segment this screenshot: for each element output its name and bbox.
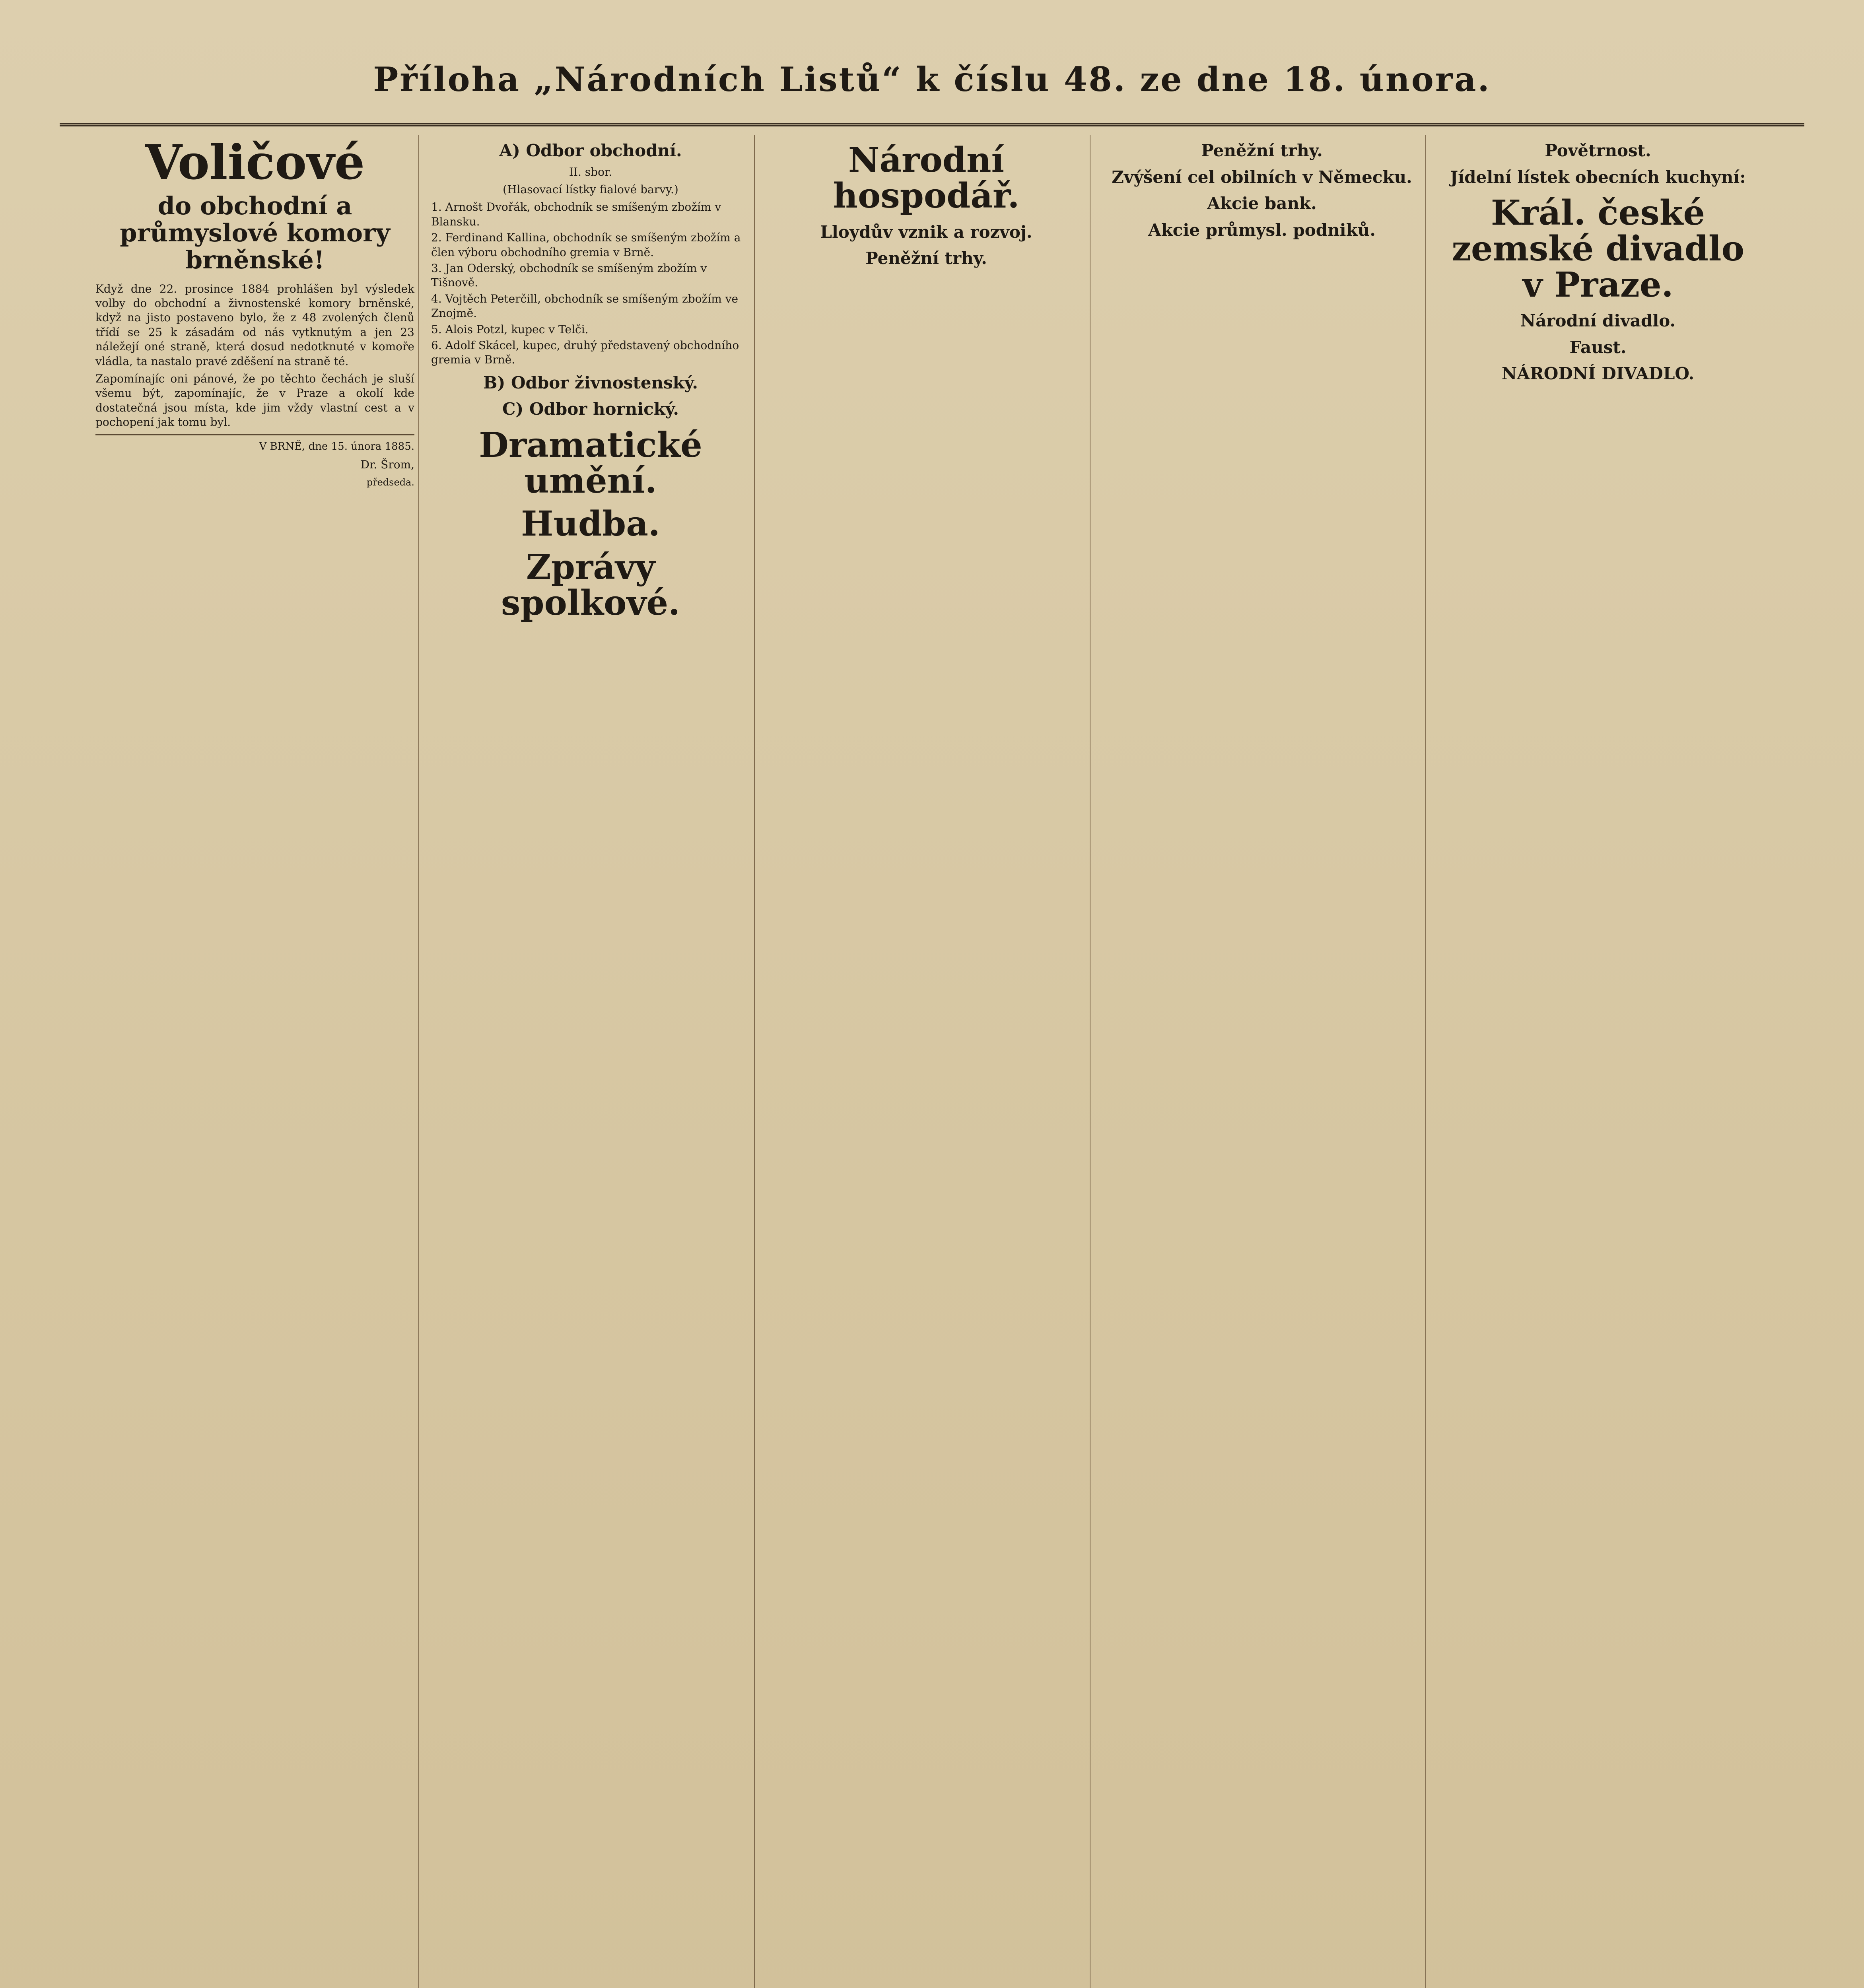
column-4-heading-3: Akcie bank. [1207,194,1317,214]
column-5-heading-1: Povětrnost. [1545,141,1651,160]
column-2-heading-5: Hudba. [521,504,660,544]
column-2-subheading-2: (Hlasovací lístky fialové barvy.) [503,182,678,196]
column-2-heading-3: C) Odbor hornický. [502,399,679,419]
column-5-heading-2: Jídelní lístek obecních kuchyní: [1450,167,1746,187]
column-1-subtitle: do obchodní a průmyslové komory brněnské! [120,191,390,275]
column-2-list-item-6: 6. Adolf Skácel, kupec, druhý představený obchodního gremia v Brně. [431,338,739,367]
column-5-heading-4: Faust. [1569,337,1627,357]
column-2-list-item-5: 5. Alois Potzl, kupec v Telči. [431,322,589,336]
column-5-heading-5: NÁRODNÍ DIVADLO. [1501,364,1695,384]
column-1-signature-name: Dr. Šrom, [360,458,414,472]
column-3-heading-3: Peněžní trhy. [865,248,987,268]
column-5-big-title: Král. české zemské divadlo v Praze. [1452,193,1744,305]
column-2-list-item-2: 2. Ferdinand Kallina, obchodník se smíšeným zbožím a člen výboru obchodního gremia v Brně. [431,231,741,259]
column-2-list-item-3: 3. Jan Oderský, obchodník se smíšeným zbožím v Tišnově. [431,261,707,289]
column-1-title: Voličové [145,135,365,190]
column-2-heading-6: Zprávy spolkové. [501,547,680,623]
column-1 [91,135,419,1988]
column-2-list-item-4: 4. Vojtěch Peterčill, obchodník se smíšeným zbožím ve Znojmě. [431,292,739,320]
column-3 [763,135,1090,1988]
column-2-heading-2: B) Odbor živnostenský. [483,373,698,392]
column-3-heading-1: Národní hospodář. [833,140,1020,216]
column-1-signature-date: V BRNĚ, dne 15. února 1885. [259,441,414,453]
masthead-title: Příloha „Národních Listů“ k číslu 48. ze dne 18. února. [373,60,1491,99]
masthead [60,60,1804,126]
column-2-list-item-1: 1. Arnošt Dvořák, obchodník se smíšeným zbožím v Blansku. [431,200,721,228]
column-2-heading-4: Dramatické umění. [479,425,702,501]
column-2-subheading-1: II. sbor. [569,165,612,179]
column-4-heading-2: Zvýšení cel obilních v Německu. [1112,167,1412,187]
column-4-heading-4: Akcie průmysl. podniků. [1148,220,1376,240]
column-3-heading-2: Lloydův vznik a rozvoj. [820,222,1032,242]
columns-container [91,135,1762,1988]
column-4-heading-1: Peněžní trhy. [1201,141,1323,160]
column-5 [1434,135,1762,1988]
column-1-rule [95,434,414,435]
column-1-paragraph-1: Když dne 22. prosince 1884 prohlášen byl výsledek volby do obchodní a živnostenské komory brněnské, když na jisto postaveno bylo, že z 48 zvolených členů třídí se 25 k zásadám od nás vytknutým a jen 23 náležejí oné straně, která dosud nedotknuté v komoře vládla, ta nastalo pravé zděšení na straně té. [95,282,414,368]
column-1-paragraph-2: Zapomínajíc oni pánové, že po těchto čechách je sluší všemu být, zapomínajíc, že v Praze a okolí kde dostatečná jsou místa, kde jim vždy vlastní cest a v pochopení jak tomu byl. [95,372,414,429]
column-5-heading-3: Národní divadlo. [1520,311,1676,331]
column-2-heading-1: A) Odbor obchodní. [499,141,682,160]
column-2 [427,135,755,1988]
column-1-signature-role: předseda. [366,476,414,488]
column-4 [1098,135,1426,1988]
